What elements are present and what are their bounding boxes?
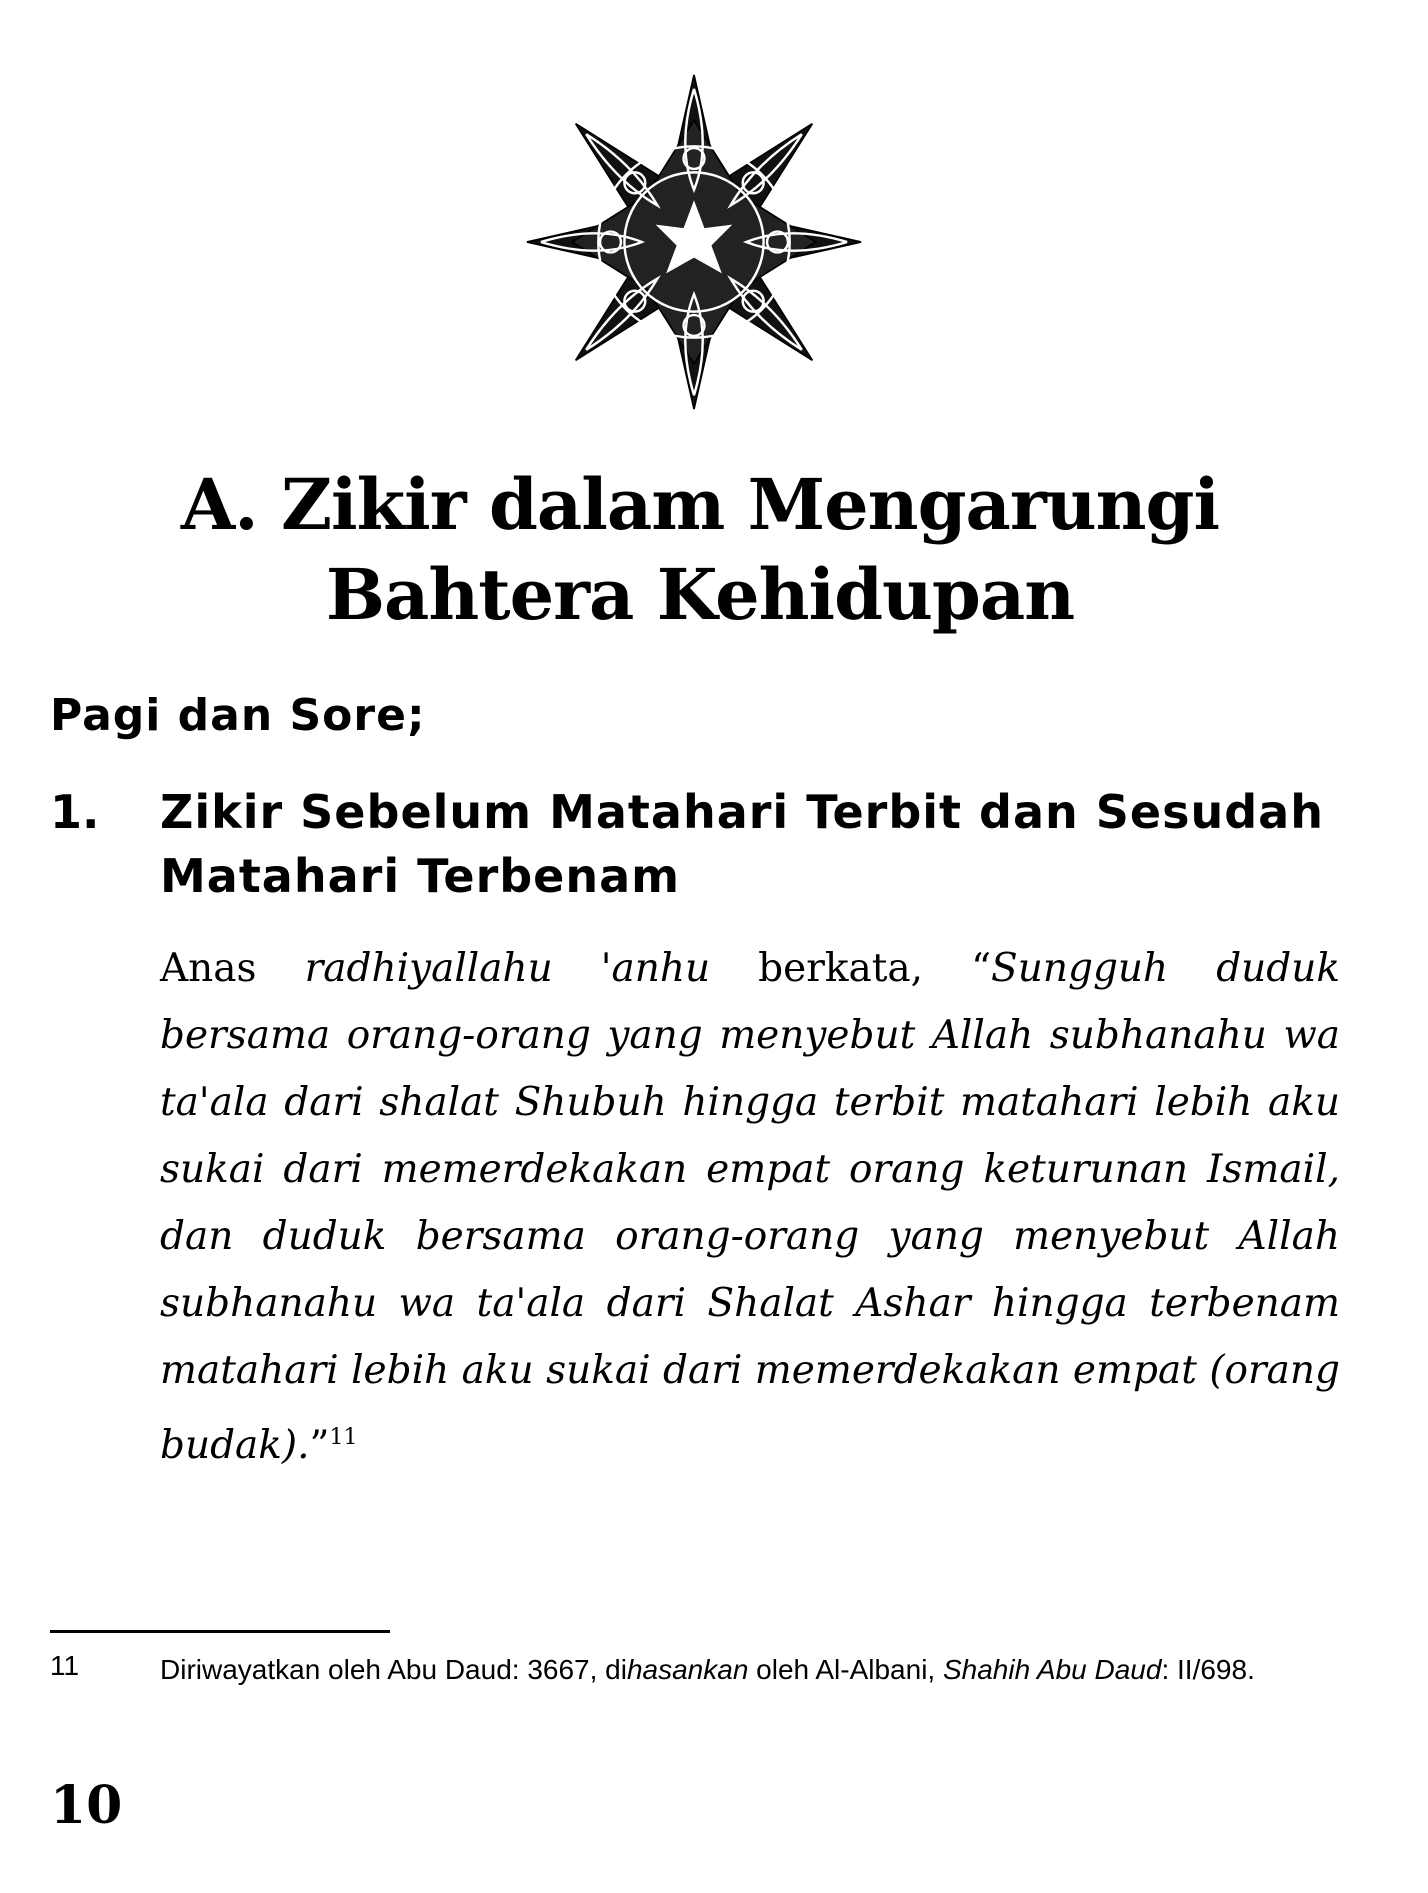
- narrator-name: Anas: [160, 946, 305, 991]
- page-number: 10: [50, 1775, 123, 1836]
- honorific: radhiyallahu 'anhu: [304, 946, 711, 991]
- item-number: 1.: [50, 785, 100, 839]
- hadith-paragraph: [160, 935, 1340, 1479]
- chapter-title-line-2: Bahtera Kehidupan: [325, 553, 1075, 636]
- footnote-part-3: oleh Al-Albani,: [748, 1654, 943, 1685]
- footnote-rule: [50, 1630, 390, 1633]
- footnote-part-1: Diriwayatkan oleh Abu Daud: 3667, di: [160, 1654, 627, 1685]
- section-heading: Pagi dan Sore;: [50, 690, 426, 741]
- hadith-quote: Sungguh duduk bersama orang-orang yang menyebut Allah subhanahu wa ta'ala dari shalat Shubuh hingga terbit matahari lebih aku sukai dari memerdekakan empat orang keturunan Ismail, dan duduk bersama orang-orang yang menyebut Allah subhanahu wa ta'ala dari Shalat Ashar hingga terbenam matahari lebih aku sukai dari memerdekakan empat (orang budak).: [160, 946, 1340, 1468]
- footnote-book-title: Shahih Abu Daud: [942, 1654, 1162, 1685]
- eight-point-star-ornament-icon: [520, 68, 868, 416]
- footnote-part-2: hasankan: [626, 1654, 749, 1685]
- footnote-part-5: : II/698.: [1161, 1654, 1255, 1685]
- said-text: berkata, “: [710, 946, 992, 991]
- closing-quote: ”: [309, 1423, 330, 1468]
- footnote-number: 11: [50, 1650, 80, 1681]
- footnote-text: [160, 1650, 1350, 1690]
- chapter-title-line-1: A. Zikir dalam Mengarungi: [180, 463, 1220, 546]
- footnote-reference[interactable]: 11: [329, 1425, 358, 1450]
- item-title: Zikir Sebelum Matahari Terbit dan Sesudah Matahari Terbenam: [160, 785, 1324, 903]
